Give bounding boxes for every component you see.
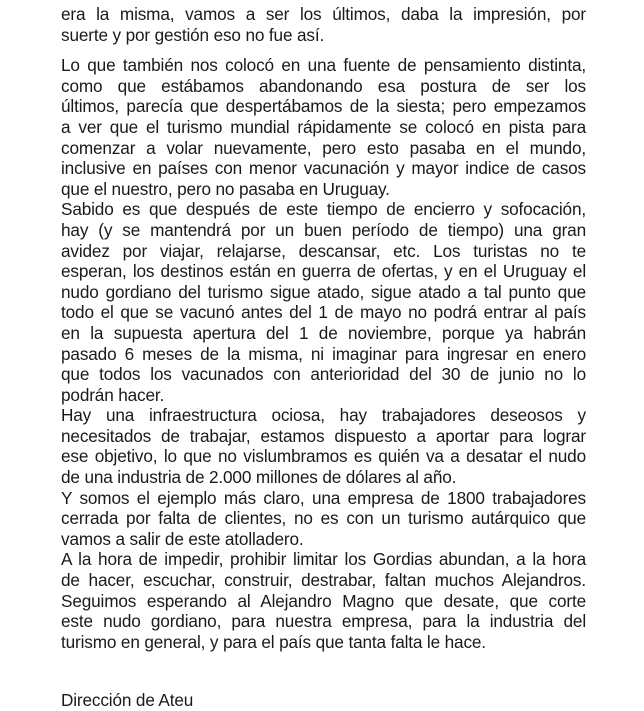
text-line: A la hora de impedir, prohibir limitar los Gordias abundan, a la hora bbox=[61, 549, 586, 570]
document-body bbox=[61, 4, 586, 711]
signature: Dirección de Ateu bbox=[61, 690, 194, 711]
text-line: que el nuestro, pero no pasaba en Uruguay. bbox=[61, 178, 390, 199]
text-line: en la supuesta apertura del 1 de noviembre, porque ya habrán bbox=[61, 322, 586, 343]
text-line: avidez por viajar, relajarse, descansar, etc. Los turistas no te bbox=[61, 240, 586, 261]
text-line: inclusive en países con menor vacunación y mayor indice de casos bbox=[61, 158, 586, 179]
paragraph-intro bbox=[61, 4, 586, 45]
text-line: Y somos el ejemplo más claro, una empresa de 1800 trabajadores bbox=[61, 487, 586, 508]
text-line: Lo que también nos colocó en una fuente de pensamiento distinta, bbox=[61, 55, 586, 76]
text-line: podrán hacer. bbox=[61, 384, 165, 405]
text-line: Hay una infraestructura ociosa, hay trabajadores deseosos y bbox=[61, 405, 586, 426]
text-line: a ver que el turismo mundial rápidamente se colocó en pista para bbox=[61, 116, 586, 137]
text-line: necesitados de trabajar, estamos dispuesto a aportar para lograr bbox=[61, 425, 586, 446]
text-line: ese objetivo, lo que no vislumbramos es quién va a desatar el nudo bbox=[61, 446, 586, 467]
text-line: últimos, parecía que despertábamos de la siesta; pero empezamos bbox=[61, 96, 586, 117]
signature-spacer bbox=[61, 652, 586, 690]
text-line: Sabido es que después de este tiempo de encierro y sofocación, bbox=[61, 199, 586, 220]
text-line: de una industria de 2.000 millones de dólares al año. bbox=[61, 467, 457, 488]
text-line: Seguimos esperando al Alejandro Magno que desate, que corte bbox=[61, 590, 586, 611]
text-line: que todos los vacunados con anterioridad del 30 de junio no lo bbox=[61, 364, 586, 385]
text-line: como que estábamos abandonando esa postura de ser los bbox=[61, 75, 586, 96]
text-line: hay (y se mantendrá por un buen período de tiempo) una gran bbox=[61, 219, 586, 240]
text-line: este nudo gordiano, para nuestra empresa, para la industria del bbox=[61, 611, 586, 632]
paragraph-main bbox=[61, 55, 586, 652]
text-line: suerte y por gestión eso no fue así. bbox=[61, 24, 325, 45]
text-line: comenzar a volar nuevamente, pero esto pasaba en el mundo, bbox=[61, 137, 586, 158]
text-line: cerrada por falta de clientes, no es con un turismo autárquico que bbox=[61, 508, 586, 529]
text-line: era la misma, vamos a ser los últimos, daba la impresión, por bbox=[61, 4, 586, 24]
paragraph-spacer bbox=[61, 45, 586, 55]
text-line: de hacer, escuchar, construir, destrabar, faltan muchos Alejandros. bbox=[61, 570, 586, 591]
text-line: nudo gordiano del turismo sigue atado, sigue atado a tal punto que bbox=[61, 281, 586, 302]
text-line: esperan, los destinos están en guerra de ofertas, y en el Uruguay el bbox=[61, 261, 586, 282]
text-line: todo el que se vacunó antes del 1 de mayo no podrá entrar al país bbox=[61, 302, 586, 323]
text-line: turismo en general, y para el país que tanta falta le hace. bbox=[61, 631, 486, 652]
text-line: pasado 6 meses de la misma, ni imaginar para ingresar en enero bbox=[61, 343, 586, 364]
text-line: vamos a salir de este atolladero. bbox=[61, 528, 304, 549]
